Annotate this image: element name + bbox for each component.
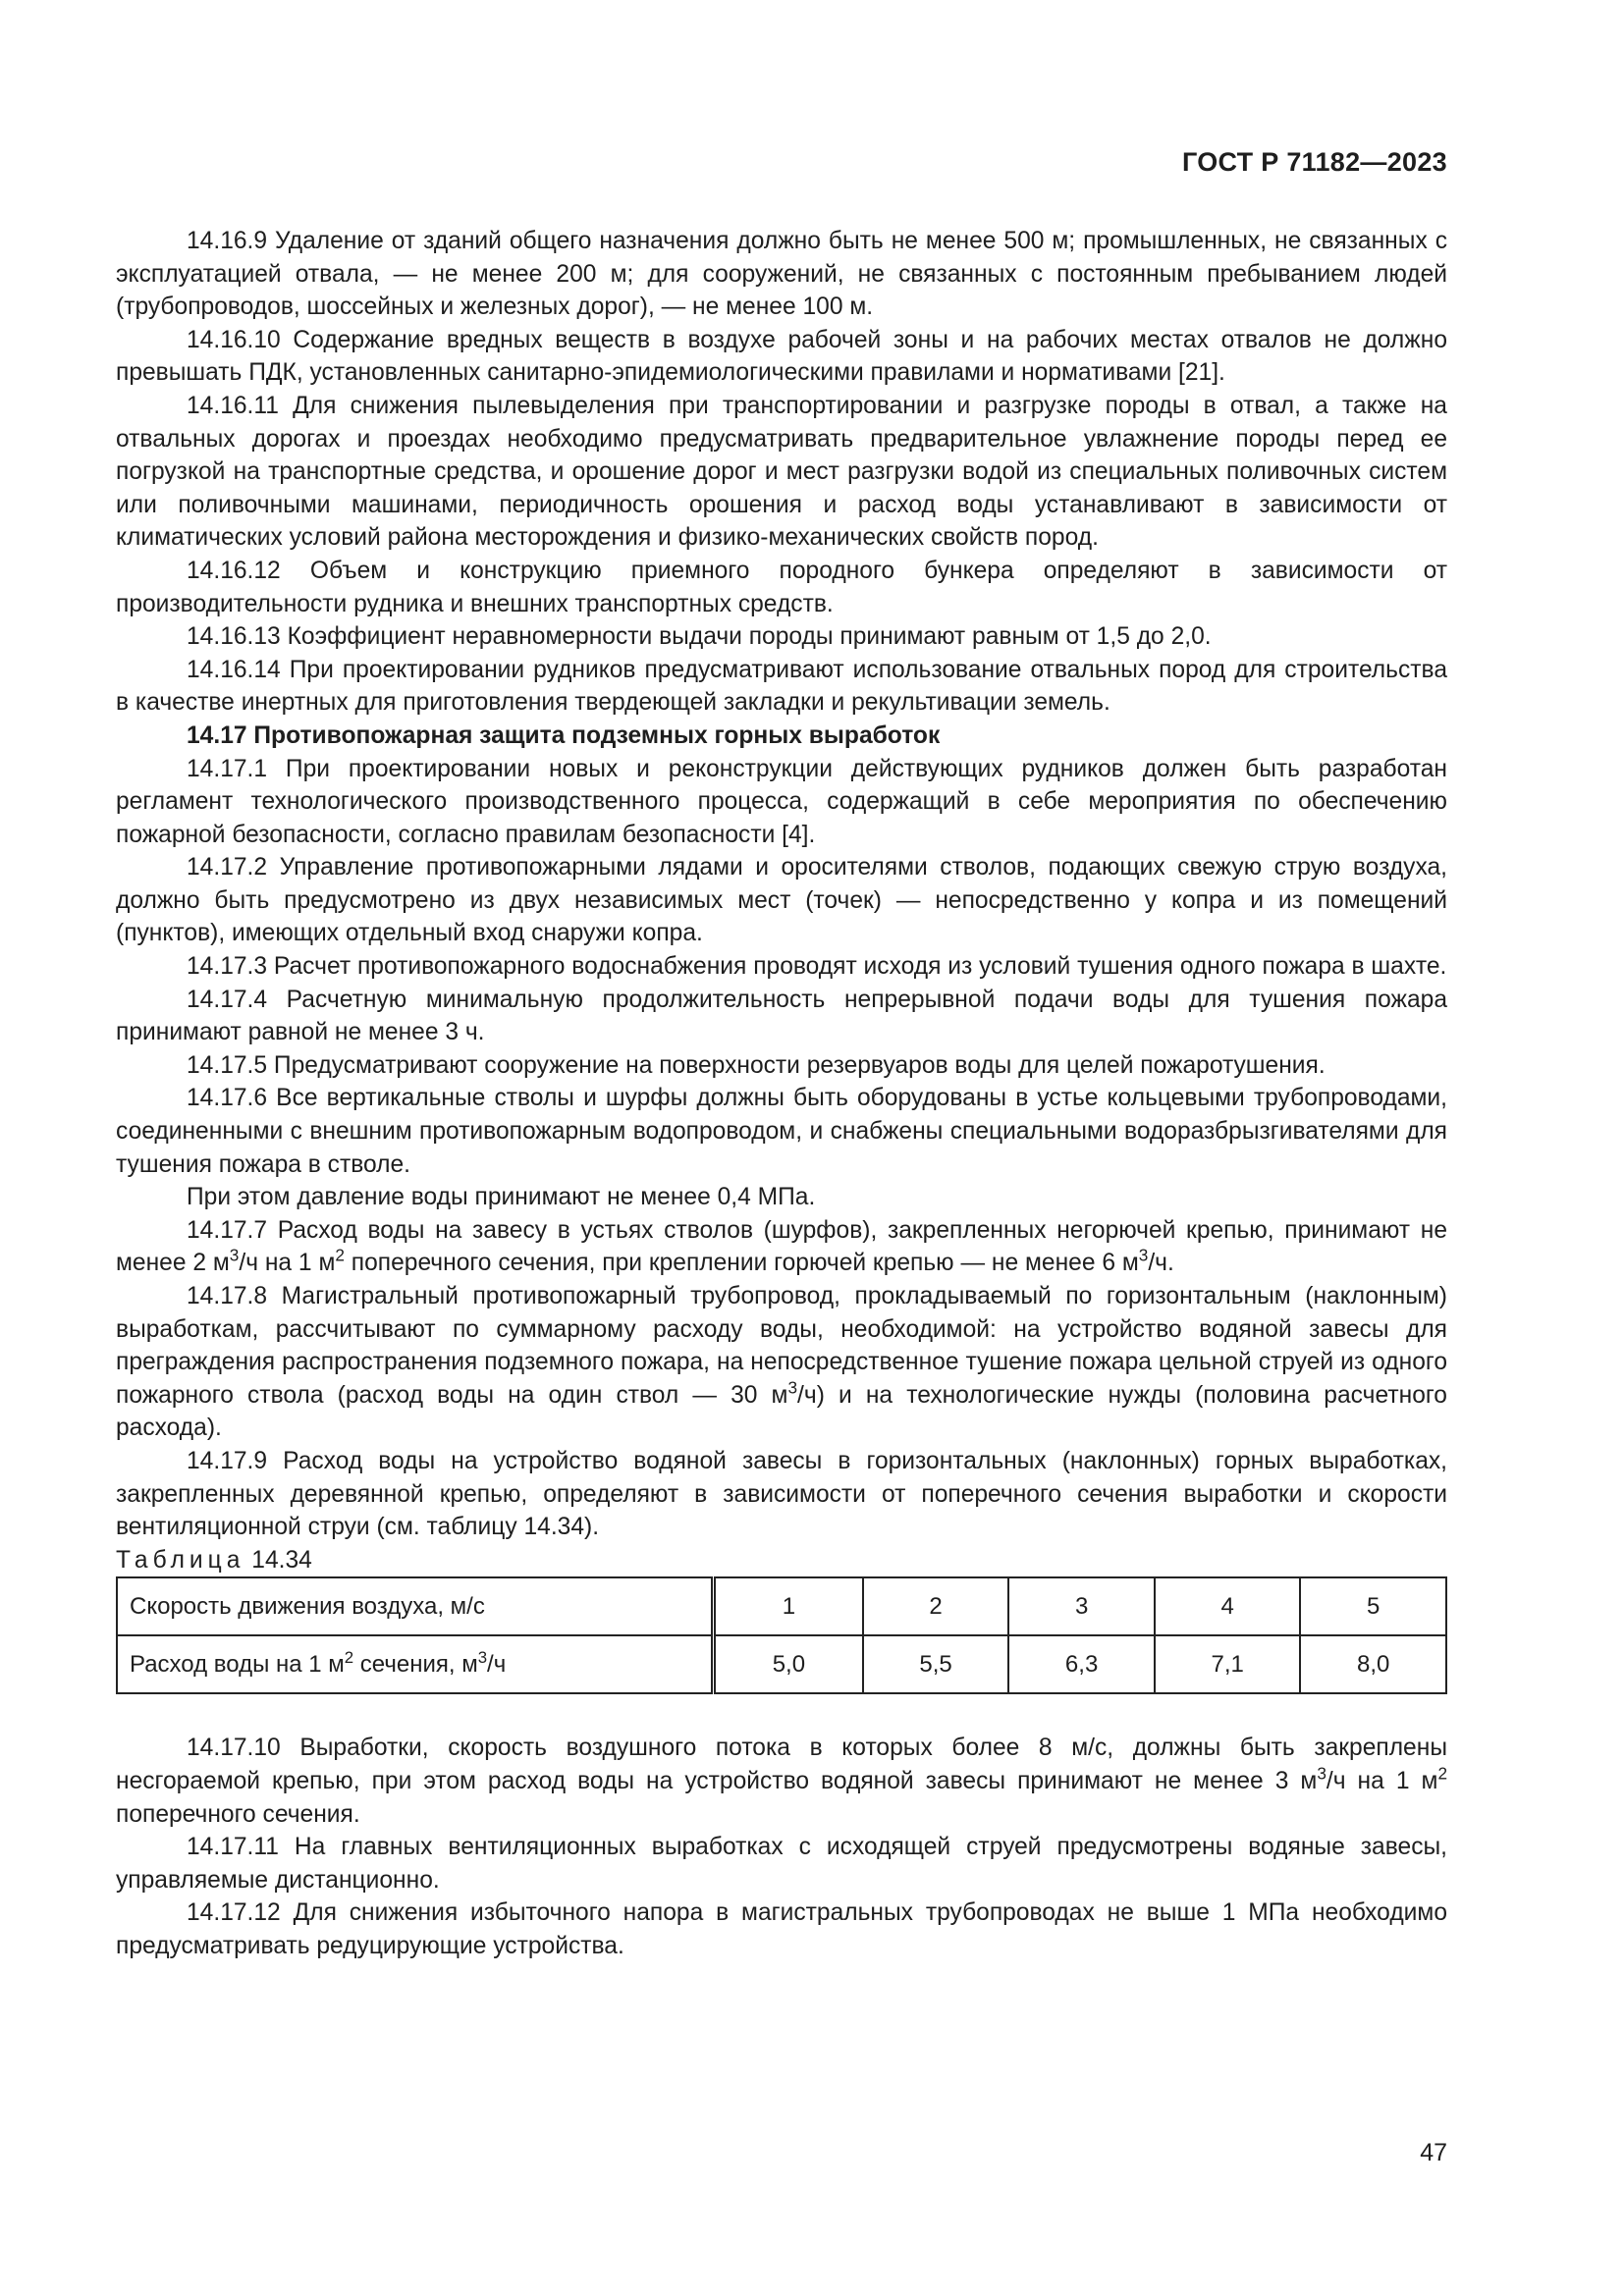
paragraph-14-17-5: 14.17.5 Предусматривают сооружение на поверхности резервуаров воды для целей пожаротушения. bbox=[187, 1051, 1326, 1079]
paragraph-14-16-13: 14.16.13 Коэффициент неравномерности выдачи породы принимают равным от 1,5 до 2,0. bbox=[187, 623, 1212, 651]
table-cell: 4 bbox=[1155, 1577, 1301, 1635]
table-row-air-speed bbox=[117, 1577, 1446, 1635]
table-cell: 5 bbox=[1300, 1577, 1446, 1635]
paragraph-14-17-3: 14.17.3 Расчет противопожарного водоснабжения проводят исходя из условий тушения одного пожара в шахте. bbox=[187, 953, 1447, 981]
paragraph-pressure-note: При этом давление воды принимают не менее 0,4 МПа. bbox=[187, 1184, 816, 1211]
table-caption: Таблица 14.34 bbox=[116, 1546, 312, 1574]
paragraph-14-16-9: 14.16.9 Удаление от зданий общего назначения должно быть не менее 500 м; промышленных, не связанных с эксплуатацией отвала, — не менее 200 м; для сооружений, не связанных с постоянным пребыванием людей (трубопроводов, шоссейных и железных дорог), — не менее 100 м. bbox=[116, 228, 1447, 321]
paragraph-14-17-10: 14.17.10 Выработки, скорость воздушного потока в которых более 8 м/с, должны быть закреплены несгораемой крепью, при этом расход воды на устройство водяной завесы принимают не менее 3 $м^3/ч$ на 1 $м^2$ поперечного сечения. bbox=[116, 1735, 1448, 1828]
document-body bbox=[116, 225, 1447, 1963]
paragraph-14-17-7: 14.17.7 Расход воды на завесу в устьях стволов (шурфов), закрепленных негорючей крепью, принимают не менее 2 $м^3/ч$ на 1 $м^2$ поперечного сечения, при креплении горючей крепью — не менее 6 $м^3/ч$. bbox=[116, 1216, 1447, 1277]
page-number: 47 bbox=[1420, 2139, 1447, 2166]
paragraph-14-17-2: 14.17.2 Управление противопожарными лядами и оросителями стволов, подающих свежую струю воздуха, должно быть предусмотрено из двух независимых мест (точек) — непосредственно у копра и из помещений (пунктов), имеющих отдельный вход снаружи копра. bbox=[116, 854, 1447, 947]
table-cell: 8,0 bbox=[1300, 1635, 1446, 1693]
table-cell: 7,1 bbox=[1155, 1635, 1301, 1693]
table-cell: 3 bbox=[1008, 1577, 1155, 1635]
water-flow-table bbox=[116, 1576, 1447, 1694]
table-cell: 5,0 bbox=[714, 1635, 863, 1693]
paragraph-14-16-11: 14.16.11 Для снижения пылевыделения при транспортировании и разгрузке породы в отвал, а также на отвальных дорогах и проездах необходимо предусматривать предварительное увлажнение породы перед ее погрузкой на транспортные средства, и орошение дорог и мест разгрузки водой из специальных поливочных систем или поливочными машинами, периодичность орошения и расход воды устанавливают в зависимости от климатических условий района месторождения и физико-механических свойств пород. bbox=[116, 392, 1447, 552]
document-code-header: ГОСТ Р 71182—2023 bbox=[1181, 147, 1447, 177]
table-cell: 5,5 bbox=[863, 1635, 1009, 1693]
paragraph-14-16-10: 14.16.10 Содержание вредных веществ в воздухе рабочей зоны и на рабочих местах отвалов не должно превышать ПДК, установленных санитарно-эпидемиологическими правилами и нормативами [21]. bbox=[116, 326, 1447, 387]
paragraph-14-16-14: 14.16.14 При проектировании рудников предусматривают использование отвальных пород для строительства в качестве инертных для приготовления твердеющей закладки и рекультивации земель. bbox=[116, 656, 1447, 717]
paragraph-14-17-12: 14.17.12 Для снижения избыточного напора в магистральных трубопроводах не выше 1 МПа необходимо предусматривать редуцирующие устройства. bbox=[116, 1899, 1447, 1959]
paragraph-14-17-1: 14.17.1 При проектировании новых и реконструкции действующих рудников должен быть разработан регламент технологического производственного процесса, содержащий в себе мероприятия по обеспечению пожарной безопасности, согласно правилам безопасности [4]. bbox=[116, 755, 1447, 848]
table-row-water-flow bbox=[117, 1635, 1446, 1693]
table-cell: 1 bbox=[714, 1577, 863, 1635]
paragraph-14-17-6: 14.17.6 Все вертикальные стволы и шурфы должны быть оборудованы в устье кольцевыми трубопроводами, соединенными с внешним противопожарным водопроводом, и снабжены специальными водоразбрызгивателями для тушения пожара в стволе. bbox=[116, 1085, 1447, 1178]
row-header-water-flow: Расход воды на 1 $м^2$ сечения, $м^3/ч$ bbox=[117, 1635, 714, 1693]
table-cell: 6,3 bbox=[1008, 1635, 1155, 1693]
paragraph-14-17-4: 14.17.4 Расчетную минимальную продолжительность непрерывной подачи воды для тушения пожара принимают равной не менее 3 ч. bbox=[116, 986, 1447, 1046]
row-header-air-speed: Скорость движения воздуха, м/с bbox=[117, 1577, 714, 1635]
section-heading-14-17: 14.17 Противопожарная защита подземных горных выработок bbox=[187, 721, 941, 749]
paragraph-14-16-12: 14.16.12 Объем и конструкцию приемного породного бункера определяют в зависимости от производительности рудника и внешних транспортных средств. bbox=[116, 557, 1447, 617]
table-cell: 2 bbox=[863, 1577, 1009, 1635]
paragraph-14-17-8: 14.17.8 Магистральный противопожарный трубопровод, прокладываемый по горизонтальным (наклонным) выработкам, рассчитывают по суммарному расходу воды, необходимой: на устройство водяной завесы для преграждения распространения подземного пожара, на непосредственное тушение пожара цельной струей из одного пожарного ствола (расход воды на один ствол — 30 $м^3/ч$) и на технологические нужды (половина расчетного расхода). bbox=[116, 1283, 1447, 1442]
paragraph-14-17-11: 14.17.11 На главных вентиляционных выработках с исходящей струей предусмотрены водяные завесы, управляемые дистанционно. bbox=[116, 1834, 1447, 1894]
paragraph-14-17-9: 14.17.9 Расход воды на устройство водяной завесы в горизонтальных (наклонных) горных выработках, закрепленных деревянной крепью, определяют в зависимости от поперечного сечения выработки и скорости вентиляционной струи (см. таблицу 14.34). bbox=[116, 1447, 1447, 1541]
